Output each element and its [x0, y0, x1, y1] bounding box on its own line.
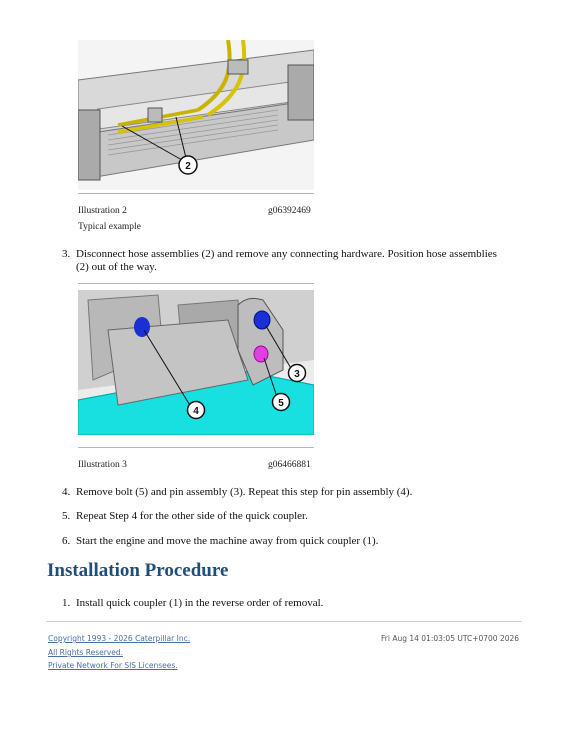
step-text: Disconnect hose assemblies (2) and remove any connecting hardware. Position hose assemblies — [76, 248, 497, 260]
step-number: 5. — [62, 510, 71, 522]
illustration-3-code: g06466881 — [268, 460, 311, 470]
callout-3: 3 — [294, 369, 300, 380]
step-3-continuation: (2) out of the way. — [76, 261, 157, 273]
install-step-1 — [62, 597, 323, 610]
step-6 — [62, 535, 378, 548]
illustration-3-top-divider — [78, 283, 314, 284]
step-3 — [62, 248, 497, 261]
step-text: Repeat Step 4 for the other side of the quick coupler. — [76, 510, 308, 522]
rights-link[interactable]: All Rights Reserved. — [48, 648, 124, 657]
illustration-3-image — [78, 290, 314, 435]
illustration-2-divider — [78, 193, 314, 194]
callout-4: 4 — [193, 406, 199, 417]
illustration-2-image — [78, 40, 314, 190]
footer-timestamp: Fri Aug 14 01:03:05 UTC+0700 2026 — [381, 634, 520, 643]
step-text: Start the engine and move the machine away from quick coupler (1). — [76, 535, 379, 547]
callout-2: 2 — [185, 161, 191, 172]
network-link[interactable]: Private Network For SIS Licensees. — [48, 661, 178, 670]
illustration-2-label: Illustration 2 — [78, 206, 127, 216]
step-number: 3. — [62, 248, 71, 260]
step-number: 1. — [62, 597, 71, 609]
illustration-2-code: g06392469 — [268, 206, 311, 216]
step-text: Install quick coupler (1) in the reverse order of removal. — [76, 597, 324, 609]
step-number: 4. — [62, 486, 71, 498]
copyright-link[interactable]: Copyright 1993 - 2026 Caterpillar Inc. — [48, 634, 191, 643]
section-heading: Installation Procedure — [47, 560, 229, 581]
illustration-3-divider — [78, 447, 314, 448]
step-text: Remove bolt (5) and pin assembly (3). Repeat this step for pin assembly (4). — [76, 486, 413, 498]
step-4 — [62, 486, 412, 499]
footer-divider — [46, 621, 522, 622]
illustration-2-subcaption: Typical example — [78, 222, 141, 232]
step-number: 6. — [62, 535, 71, 547]
illustration-3-label: Illustration 3 — [78, 460, 127, 470]
callout-5: 5 — [278, 398, 284, 409]
step-5 — [62, 510, 308, 523]
